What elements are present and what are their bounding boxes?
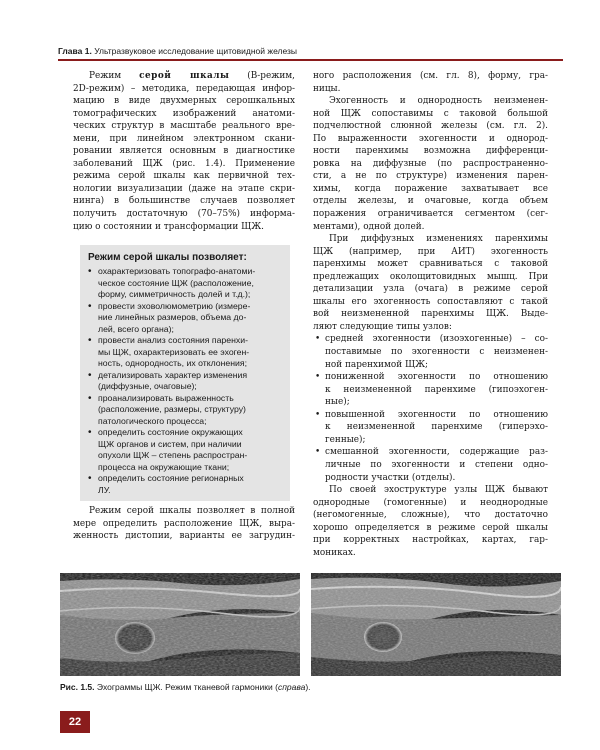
text-line: мониках. [313, 547, 356, 558]
list-line: к неизмененной паренхиме (гипоэхоген- [325, 384, 548, 395]
node-type-list [313, 333, 548, 484]
figure-caption [60, 681, 560, 693]
text-line: ментами), одной долей. [313, 221, 425, 232]
caption-text: Эхограммы ЩЖ. Режим тканевой гармоники ( [96, 682, 278, 692]
box-title: Режим серой шкалы позволяет: [88, 252, 247, 263]
text-line: химы, когда поражение захватывает все [313, 183, 548, 194]
list-line: к неизмененной паренхиме (гиперэхо- [325, 422, 548, 433]
header-rule [58, 59, 563, 61]
text-line: получить достаточную (70–75%) информа- [73, 209, 295, 220]
text-line: ческих структур в масштабе реального вре- [73, 121, 295, 132]
left-column [73, 70, 295, 233]
text-line: шкалы его эхогенность сопоставляют с такой [313, 296, 548, 307]
text-line: нологии визуализации (даже на этапе скри- [73, 183, 295, 194]
list-line: личные по эхогенности и степени одно- [325, 459, 548, 470]
text-line: ницы. [313, 83, 341, 94]
text-line: (негомогенные, сложные), что достаточно [313, 510, 548, 521]
box-item-line: ЛУ. [98, 484, 111, 495]
box-item-line: • провести эховолюмометрию (измере- [98, 300, 251, 311]
box-item-line: • охарактеризовать топографо-анатоми- [98, 266, 256, 276]
box-item-line: • определить состояние окружающих [98, 427, 243, 437]
box-item-line: • проанализировать выраженность [98, 392, 234, 403]
text-line: при корректных настройках, картах, гар- [313, 535, 548, 546]
right-column [313, 70, 548, 559]
text-line: ляют следующие типы узлов: [313, 321, 452, 332]
text-line: томографических изображений анатоми- [73, 108, 295, 119]
box-list-item [88, 335, 284, 370]
text-line: Эхогенность и однородность неизменен- [329, 96, 548, 107]
node-type-item [313, 371, 548, 409]
node-type-item [313, 409, 548, 447]
box-list-item [88, 301, 284, 336]
list-line: ные); [325, 397, 350, 408]
text-line: заболеваний ЩЖ (рис. 1.4). Применение [73, 158, 295, 169]
box-item-line: (диффузные, очаговые); [98, 381, 197, 391]
text-line: ной ЩЖ сопоставимы с таковой большой [313, 108, 548, 119]
text-line: вой неизмененной паренхимы ЩЖ. Выде- [313, 309, 548, 320]
text-line: детализации узла (очага) в режиме серой [313, 284, 548, 295]
box-item-line: опухоли ЩЖ – степень распростран- [98, 450, 248, 460]
term-highlight: серой шкалы [139, 71, 230, 81]
list-line: • повышенной эхогенности по отношению [325, 409, 548, 420]
paragraph [313, 233, 548, 333]
page-number: 22 [60, 711, 90, 733]
list-line: • средней эхогенности (изоэхогенные) – со- [325, 334, 548, 345]
text-line: отделы железы, и очаговые, когда объем [313, 196, 548, 207]
node-type-item [313, 446, 548, 484]
box-list-item [88, 370, 284, 393]
box-list-item [88, 393, 284, 428]
list-line: родности участки (отделы). [325, 472, 456, 483]
box-item-line: ЩЖ органов и систем, при наличии [98, 438, 242, 449]
list-line: • пониженной эхогенности по отношению [325, 372, 548, 383]
box-item-line: • определить состояние регионарных [98, 473, 244, 483]
text-line: По своей эхоструктуре узлы ЩЖ бывают [329, 485, 548, 496]
box-item-line: (расположение, размеры, структуру) [98, 404, 246, 414]
list-line: поставимые по эхогенности с неизменен- [325, 347, 548, 358]
text-line: нинга) в большинстве случаев позволяет [73, 196, 295, 207]
running-header [58, 44, 563, 58]
text-line: ного расположения (см. гл. 8), форму, гра- [313, 71, 548, 81]
paragraph [313, 484, 548, 559]
text-line: ровании является основным в диагностике [73, 146, 295, 157]
text-line: паренхимы может сравниваться с таковой [313, 259, 548, 270]
paragraph [313, 70, 548, 95]
box-item-line: ческое состояние ЩЖ (расположение, [98, 277, 254, 288]
text-line: мени, при линейном электронном скани- [73, 133, 295, 144]
text-line: По выраженности эхогенности и однород- [313, 133, 548, 144]
text-line: ровка на диффузные (по распространенно- [313, 158, 548, 169]
list-line: генные); [325, 434, 366, 445]
text-line: однородные (гомогенные) и неоднородные [313, 497, 548, 508]
box-item-line: процесса на окружающие ткани; [98, 461, 230, 472]
text-line: ности паренхимы возможна дифференци- [313, 146, 548, 157]
text-line: поражения ограничивается сегментом (сег- [313, 209, 548, 220]
text-line: режима серой шкалы как первичной тех- [73, 171, 295, 182]
text-line: женность дистопии, варианты ее загрудин- [73, 531, 295, 542]
text-line: Режим серой шкалы (В-режим, [89, 71, 296, 81]
box-list-item [88, 473, 284, 496]
box-item-line: • провести анализ состояния паренхи- [98, 335, 248, 345]
box-item-line: форму, симметричность долей и т.д.); [98, 289, 251, 299]
text-line: Режим серой шкалы позволяет в полной [89, 506, 295, 516]
ultrasound-image-right [311, 573, 561, 676]
text-line: При диффузных изменениях паренхимы [329, 234, 548, 245]
caption-end: ). [305, 682, 311, 692]
box-item-line: ние линейных размеров, объема до- [98, 312, 247, 322]
feature-box [80, 245, 290, 501]
text-line: хорошо определяется в режиме серой шкалы [313, 522, 548, 533]
caption-label: Рис. 1.5. [60, 682, 95, 692]
text-line: предлежащих околощитовидных мышц. При [313, 271, 548, 282]
chapter-label: Глава 1. [58, 46, 92, 56]
text-line: цию о состоянии и трансформации ЩЖ. [73, 221, 264, 232]
ultrasound-image-left [60, 573, 300, 676]
left-column-continued [73, 505, 295, 543]
node-type-item [313, 333, 548, 371]
paragraph [313, 95, 548, 233]
list-line: ной паренхимой ЩЖ; [325, 359, 429, 370]
box-item-line: • детализировать характер изменения [98, 369, 248, 380]
text-line: мере определить расположение ЩЖ, выра- [73, 518, 295, 529]
text-line: подчелюстной слюнной железы (см. гл. 2). [313, 121, 548, 132]
text-line: ЩЖ (например, при АИТ) эхогенность [313, 246, 548, 257]
box-item-line: ность, однородность, их отклонения; [98, 358, 248, 368]
box-item-line: патологического процесса; [98, 415, 207, 426]
box-item-line: мы ЩЖ, охарактеризовать ее эхоген- [98, 346, 250, 357]
caption-italic: справа [277, 682, 306, 692]
box-list-item [88, 266, 284, 301]
text-line: 2D-режим) – методика, передающая инфор- [73, 83, 295, 94]
box-item-line: лей, всего органа); [98, 323, 174, 334]
box-list [88, 266, 284, 496]
chapter-title: Ультразвуковое исследование щитовидной железы [94, 46, 298, 56]
text-line: мацию в виде двухмерных серошкальных [73, 96, 295, 107]
text-line: сти, а не по структуре) изменения парен- [313, 171, 548, 182]
box-list-item [88, 427, 284, 473]
list-line: • смешанной эхогенности, содержащие раз- [325, 447, 548, 458]
